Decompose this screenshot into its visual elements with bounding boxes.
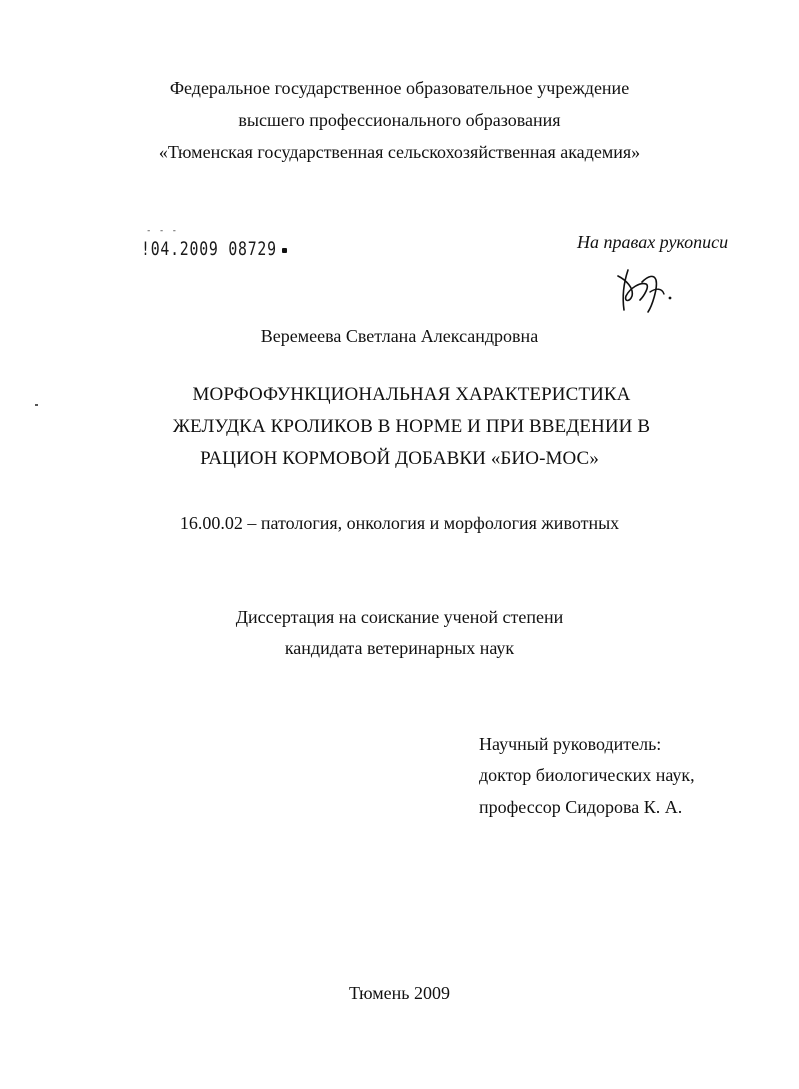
dissertation-line-1: Диссертация на соискание ученой степени xyxy=(235,607,564,627)
supervisor-degree: доктор биологических наук, xyxy=(479,765,695,785)
stamp-dot xyxy=(282,248,287,253)
specialty-code: 16.00.02 – патология, онкология и морфология животных xyxy=(179,513,620,533)
institution-line-3: «Тюменская государственная сельскохозяйственная академия» xyxy=(158,142,641,162)
title-line-2: ЖЕЛУДКА КРОЛИКОВ В НОРМЕ И ПРИ ВВЕДЕНИИ В xyxy=(172,416,651,437)
title-line-3: РАЦИОН КОРМОВОЙ ДОБАВКИ «БИО-МОС» xyxy=(200,448,599,469)
institution-line-1: Федеральное государственное образовательное учреждение xyxy=(169,78,630,98)
title-line-1: МОРФОФУНКЦИОНАЛЬНАЯ ХАРАКТЕРИСТИКА xyxy=(192,384,631,405)
institution-line-2: высшего профессионального образования xyxy=(238,110,561,130)
library-stamp-number: !04.2009 08729 xyxy=(141,238,277,260)
dissertation-line-2: кандидата ветеринарных наук xyxy=(284,638,515,658)
supervisor-label: Научный руководитель: xyxy=(479,734,662,754)
supervisor-name: профессор Сидорова К. А. xyxy=(479,797,683,817)
signature-image xyxy=(612,262,682,318)
stamp-marks: - - - xyxy=(146,226,179,236)
author-name: Веремеева Светлана Александровна xyxy=(260,326,539,346)
manuscript-rights-label: На правах рукописи xyxy=(577,232,729,252)
city-year: Тюмень 2009 xyxy=(348,983,451,1003)
